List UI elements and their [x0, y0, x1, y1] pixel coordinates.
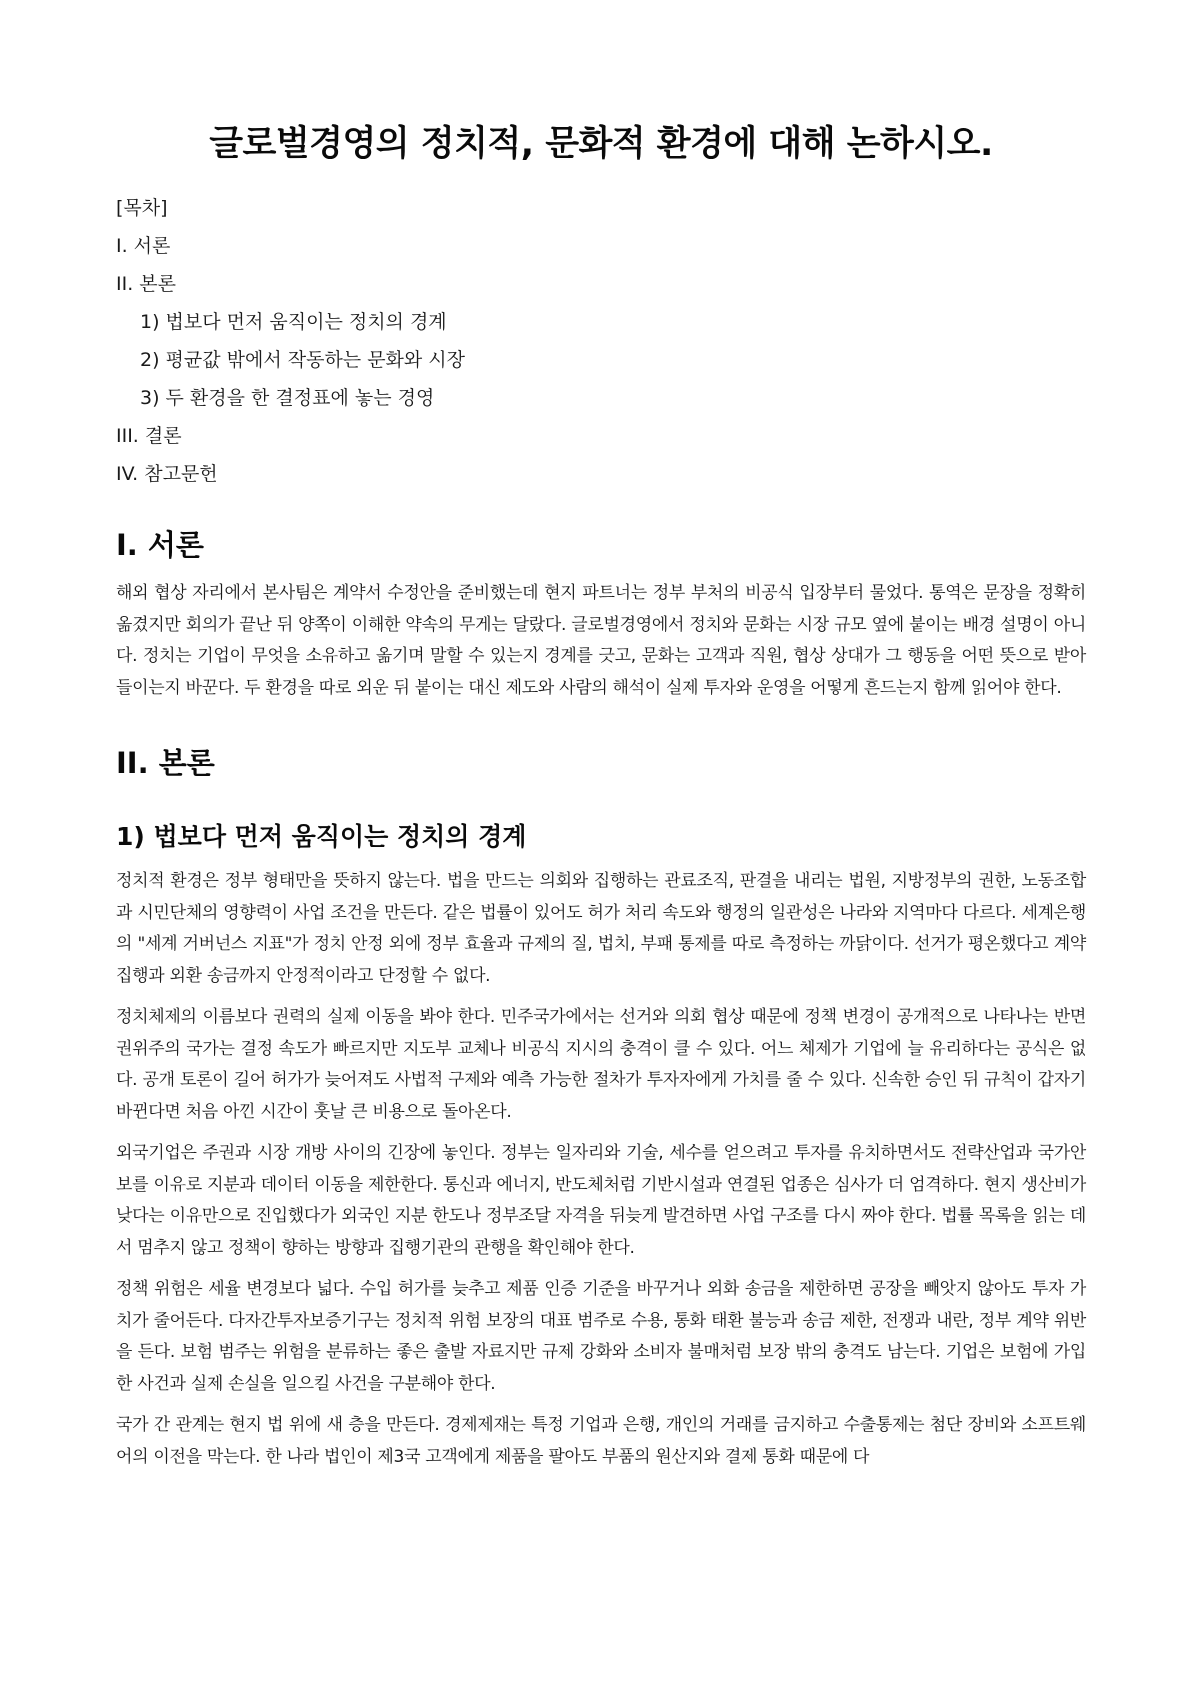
intro-paragraph: 해외 협상 자리에서 본사팀은 계약서 수정안을 준비했는데 현지 파트너는 정부 부처의 비공식 입장부터 물었다. 통역은 문장을 정확히 옮겼지만 회의가 끝난 뒤 양쪽이 이해한 약속의 무게는 달랐다. 글로벌경영에서 정치와 문화는 시장 규모 옆에 붙이는 배경 설명이 아니다. 정치는 기업이 무엇을 소유하고 옮기며 말할 수 있는지 경계를 긋고, 문화는 고객과 직원, 협상 상대가 그 행동을 어떤 뜻으로 받아들이는지 바꾼다. 두 환경을 따로 외운 뒤 붙이는 대신 제도와 사람의 해석이 실제 투자와 운영을 어떻게 흔드는지 함께 읽어야 한다.: [116, 583, 1086, 698]
document-title: 글로벌경영의 정치적, 문화적 환경에 대해 논하시오.: [209, 124, 993, 164]
toc-item-body: II. 본론: [116, 273, 176, 295]
section-heading-body: II. 본론: [116, 746, 215, 780]
toc-item-body-1: 1) 법보다 먼저 움직이는 정치의 경계: [140, 311, 447, 333]
section-heading-intro: I. 서론: [116, 528, 204, 562]
toc-label: [목차]: [116, 197, 168, 219]
table-of-contents: [116, 196, 1086, 486]
toc-item-body-3: 3) 두 환경을 한 결정표에 놓는 경영: [140, 387, 435, 409]
body-paragraph: 외국기업은 주권과 시장 개방 사이의 긴장에 놓인다. 정부는 일자리와 기술, 세수를 얻으려고 투자를 유치하면서도 전략산업과 국가안보를 이유로 지분과 데이터 이동을 제한한다. 통신과 에너지, 반도체처럼 기반시설과 연결된 업종은 심사가 더 엄격하다. 현지 생산비가 낮다는 이유만으로 진입했다가 외국인 지분 한도나 정부조달 자격을 뒤늦게 발견하면 사업 구조를 다시 짜야 한다. 법률 목록을 읽는 데서 멈추지 않고 정책이 향하는 방향과 집행기관의 관행을 확인해야 한다.: [116, 1143, 1086, 1258]
body-paragraph: 정치체제의 이름보다 권력의 실제 이동을 봐야 한다. 민주국가에서는 선거와 의회 협상 때문에 정책 변경이 공개적으로 나타나는 반면 권위주의 국가는 결정 속도가 빠르지만 지도부 교체나 비공식 지시의 충격이 클 수 있다. 어느 체제가 기업에 늘 유리하다는 공식은 없다. 공개 토론이 길어 허가가 늦어져도 사법적 구제와 예측 가능한 절차가 투자자에게 가치를 줄 수 있다. 신속한 승인 뒤 규칙이 갑자기 바뀐다면 처음 아낀 시간이 훗날 큰 비용으로 돌아온다.: [116, 1007, 1086, 1122]
toc-item-body-2: 2) 평균값 밖에서 작동하는 문화와 시장: [140, 349, 466, 371]
toc-item-references: IV. 참고문헌: [116, 463, 218, 485]
toc-item-intro: I. 서론: [116, 235, 171, 257]
toc-item-conclusion: III. 결론: [116, 425, 182, 447]
subsection-heading-politics: 1) 법보다 먼저 움직이는 정치의 경계: [116, 822, 527, 851]
body-paragraph: 국가 간 관계는 현지 법 위에 새 층을 만든다. 경제제재는 특정 기업과 은행, 개인의 거래를 금지하고 수출통제는 첨단 장비와 소프트웨어의 이전을 막는다. 한 나라 법인이 제3국 고객에게 제품을 팔아도 부품의 원산지와 결제 통화 때문에 다: [116, 1415, 1086, 1467]
body-paragraph: 정책 위험은 세율 변경보다 넓다. 수입 허가를 늦추고 제품 인증 기준을 바꾸거나 외화 송금을 제한하면 공장을 빼앗지 않아도 투자 가치가 줄어든다. 다자간투자보증기구는 정치적 위험 보장의 대표 범주로 수용, 통화 태환 불능과 송금 제한, 전쟁과 내란, 정부 계약 위반을 든다. 보험 범주는 위험을 분류하는 좋은 출발 자료지만 규제 강화와 소비자 불매처럼 보장 밖의 충격도 남는다. 기업은 보험에 가입한 사건과 실제 손실을 일으킬 사건을 구분해야 한다.: [116, 1279, 1086, 1394]
body-paragraph: 정치적 환경은 정부 형태만을 뜻하지 않는다. 법을 만드는 의회와 집행하는 관료조직, 판결을 내리는 법원, 지방정부의 권한, 노동조합과 시민단체의 영향력이 사업 조건을 만든다. 같은 법률이 있어도 허가 처리 속도와 행정의 일관성은 나라와 지역마다 다르다. 세계은행의 "세계 거버넌스 지표"가 정치 안정 외에 정부 효율과 규제의 질, 법치, 부패 통제를 따로 측정하는 까닭이다. 선거가 평온했다고 계약 집행과 외환 송금까지 안정적이라고 단정할 수 없다.: [116, 871, 1086, 986]
